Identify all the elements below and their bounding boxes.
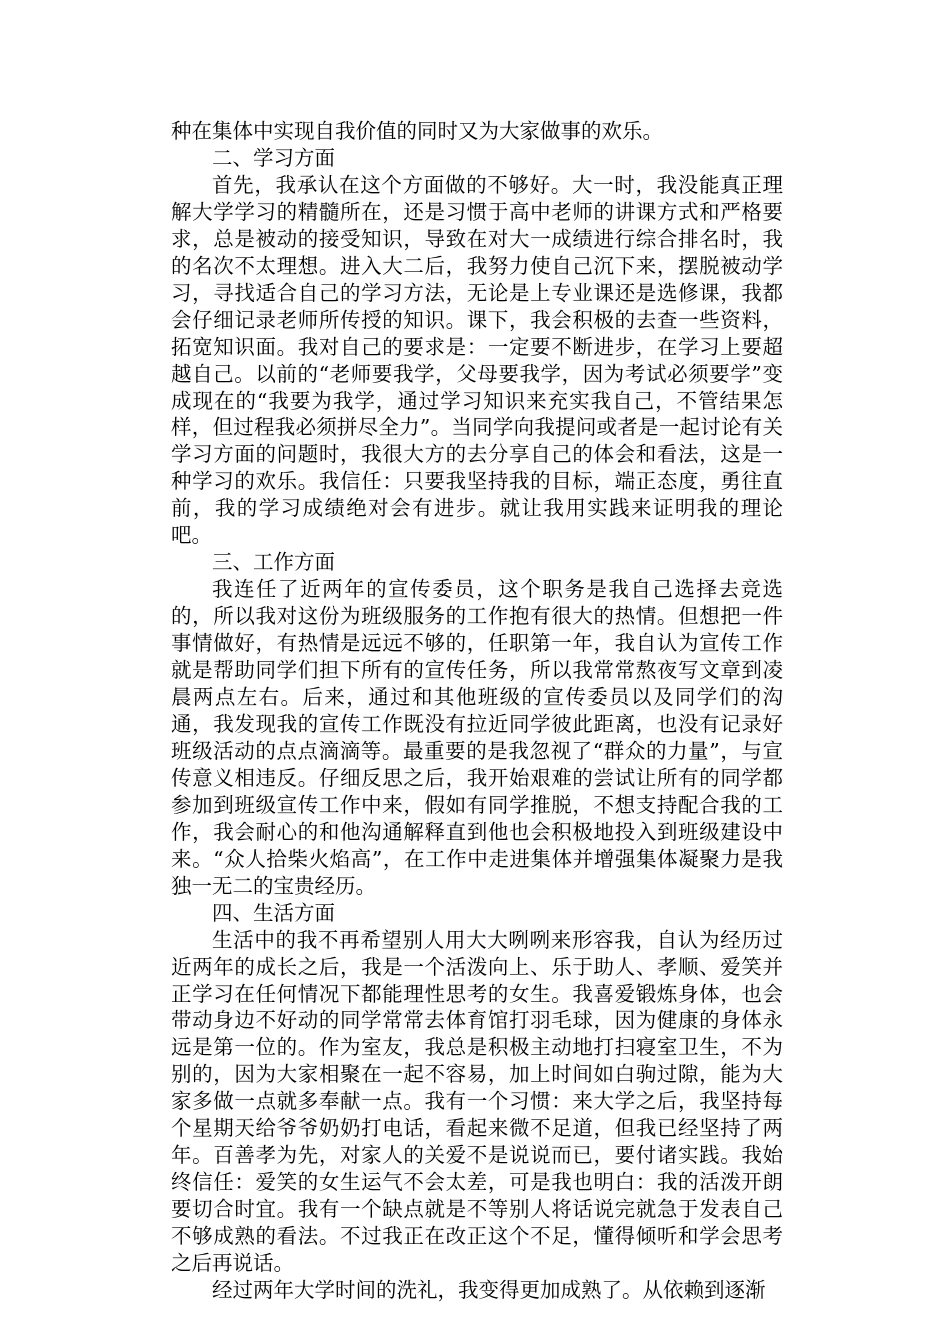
- paragraph-life: 生活中的我不再希望别人用大大咧咧来形容我，自认为经历过近两年的成长之后，我是一个活泼向上、乐于助人、孝顺、爱笑并正学习在任何情况下都能理性思考的女生。我喜爱锻炼身体，也会带动身边不好动的同学常常去体育馆打羽毛球，因为健康的身体永远是第一位的。作为室友，我总是积极主动地打扫寝室卫生，不为别的，因为大家相聚在一起不容易，加上时间如白驹过隙，能为大家多做一点就多奉献一点。我有一个习惯：来大学之后，我坚持每个星期天给爷爷奶奶打电话，看起来微不足道，但我已经坚持了两年。百善孝为先，对家人的关爱不是说说而已，要付诸实践。我始终信任：爱笑的女生运气不会太差，可是我也明白：我的活泼开朗要切合时宜。我有一个缺点就是不等别人将话说完就急于发表自己不够成熟的看法。不过我正在改正这个不足，懂得倾听和学会思考之后再说话。: [171, 927, 783, 1276]
- paragraph-conclusion: 经过两年大学时间的洗礼，我变得更加成熟了。从依赖到逐渐: [212, 1277, 766, 1302]
- document-body: [171, 118, 783, 1304]
- section-heading-life: 四、生活方面: [212, 900, 335, 925]
- section-heading-work: 三、工作方面: [212, 550, 335, 575]
- paragraph-work: 我连任了近两年的宣传委员，这个职务是我自己选择去竞选的，所以我对这份为班级服务的工作抱有很大的热情。但想把一件事情做好，有热情是远远不够的，任职第一年，我自认为宣传工作就是帮助同学们担下所有的宣传任务，所以我常常熬夜写文章到凌晨两点左右。后来，通过和其他班级的宣传委员以及同学们的沟通，我发现我的宣传工作既没有拉近同学彼此距离，也没有记录好班级活动的点点滴滴等。最重要的是我忽视了“群众的力量”，与宣传意义相违反。仔细反思之后，我开始艰难的尝试让所有的同学都参加到班级宣传工作中来，假如有同学推脱，不想支持配合我的工作，我会耐心的和他沟通解释直到他也会积极地投入到班级建设中来。“众人拾柴火焰高”，在工作中走进集体并增强集体凝聚力是我独一无二的宝贵经历。: [171, 577, 783, 898]
- section-heading-study: 二、学习方面: [212, 145, 335, 170]
- paragraph-continuation: 种在集体中实现自我价值的同时又为大家做事的欢乐。: [171, 119, 663, 143]
- paragraph-study: 首先，我承认在这个方面做的不够好。大一时，我没能真正理解大学学习的精髓所在，还是习惯于高中老师的讲课方式和严格要求，总是被动的接受知识，导致在对大一成绩进行综合排名时，我的名次不太理想。进入大二后，我努力使自己沉下来，摆脱被动学习，寻找适合自己的学习方法，无论是上专业课还是选修课，我都会仔细记录老师所传授的知识。课下，我会积极的去查一些资料，拓宽知识面。我对自己的要求是：一定要不断进步，在学习上要超越自己。以前的“老师要我学，父母要我学，因为考试必须要学”变成现在的“我要为我学，通过学习知识来充实我自己，不管结果怎样，但过程我必须拼尽全力”。当同学向我提问或者是一起讨论有关学习方面的问题时，我很大方的去分享自己的体会和看法，这是一种学习的欢乐。我信任：只要我坚持我的目标，端正态度，勇往直前，我的学习成绩绝对会有进步。就让我用实践来证明我的理论吧。: [171, 172, 783, 548]
